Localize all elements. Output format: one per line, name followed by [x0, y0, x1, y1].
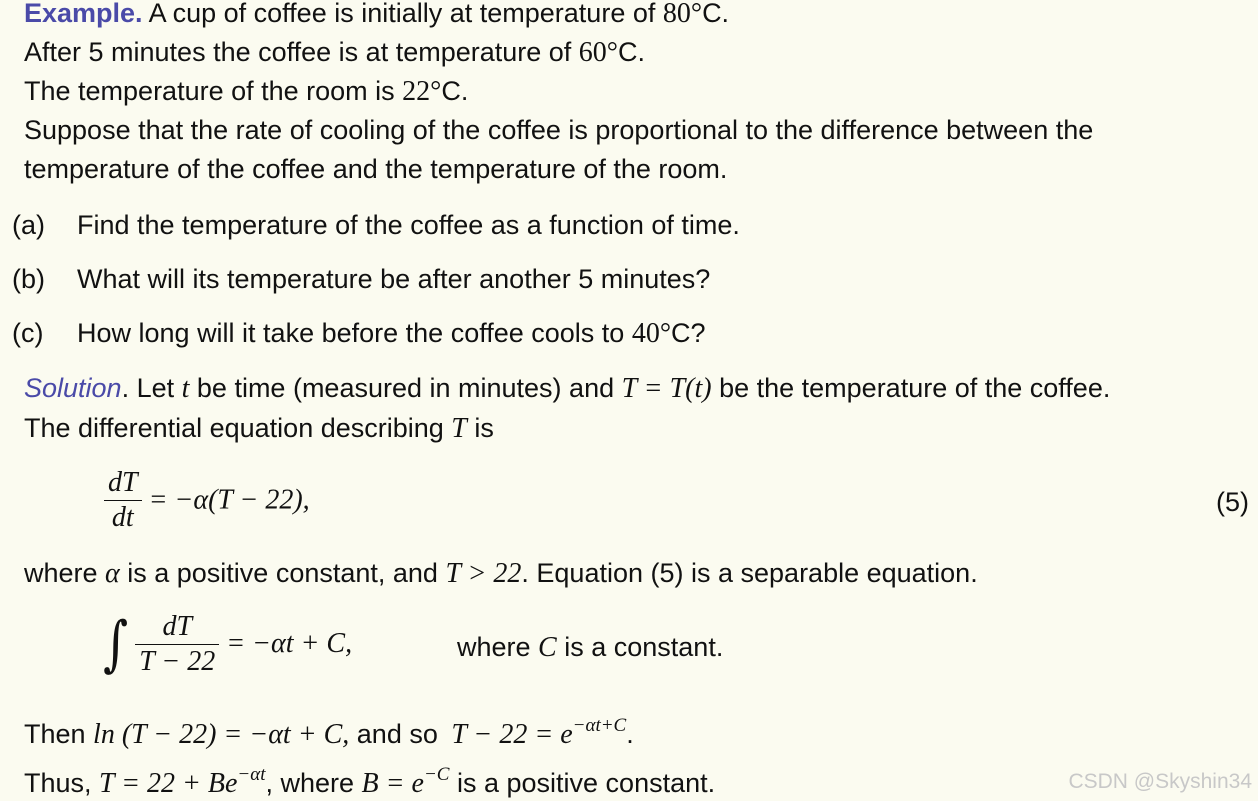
integral-note: where C is a constant.: [457, 632, 724, 663]
example-line-3: The temperature of the room is 22°C.: [24, 76, 469, 107]
solution-thus-line: Thus, $T = 22 + Be^{-\alpha t}$, where $B = e^{-C}$ is a positive constant.: [24, 764, 716, 799]
question-a-label: (a): [12, 210, 45, 240]
solution-then-line: Then ln (T − 22) = −αt + C, and so $T - 22 = e^{-\alpha t+C}$.: [24, 715, 634, 750]
equation-5-fraction: $\frac{dT}{dt}$: [104, 466, 142, 535]
example-line-4: Suppose that the rate of cooling of the coffee is proportional to the difference between the: [24, 115, 1094, 145]
example-line-5: temperature of the coffee and the temperature of the room.: [24, 154, 728, 184]
solution-line-3: where α is a positive constant, and T > 22. Equation (5) is a separable equation.: [24, 558, 978, 589]
watermark: CSDN @Skyshin34: [1068, 770, 1252, 793]
example-line-1: Example. A cup of coffee is initially at temperature of 80°C.: [24, 0, 730, 29]
question-b-label: (b): [12, 264, 45, 294]
question-a-text: Find the temperature of the coffee as a function of time.: [77, 210, 740, 240]
solution-line-2: The differential equation describing T is: [24, 413, 494, 444]
question-c: [0, 316, 1258, 350]
equation-5: $\frac{dT}{dt}$ = −α(T − 22),: [104, 466, 310, 535]
example-line-2: After 5 minutes the coffee is at temperature of 60°C.: [24, 37, 645, 68]
integral-fraction: $\frac{dT}{T - 22}$: [135, 610, 219, 679]
solution-label: Solution: [24, 373, 122, 403]
question-b-text: What will its temperature be after another 5 minutes?: [77, 264, 711, 294]
equation-5-tag: (5): [1216, 487, 1249, 517]
question-b: [0, 262, 1258, 296]
integral-equation: ∫ $\frac{dT}{T - 22}$ = −αt + C,: [103, 609, 353, 679]
integral-sign-icon: ∫: [103, 609, 129, 679]
question-a: [0, 208, 1258, 242]
solution-line-1: Solution. Let t be time (measured in minutes) and T = T(t) be the temperature of the coffee.: [24, 373, 1111, 404]
example-label: Example.: [24, 0, 143, 28]
question-c-text: How long will it take before the coffee cools to 40°C?: [77, 318, 706, 349]
question-c-label: (c): [12, 318, 44, 348]
